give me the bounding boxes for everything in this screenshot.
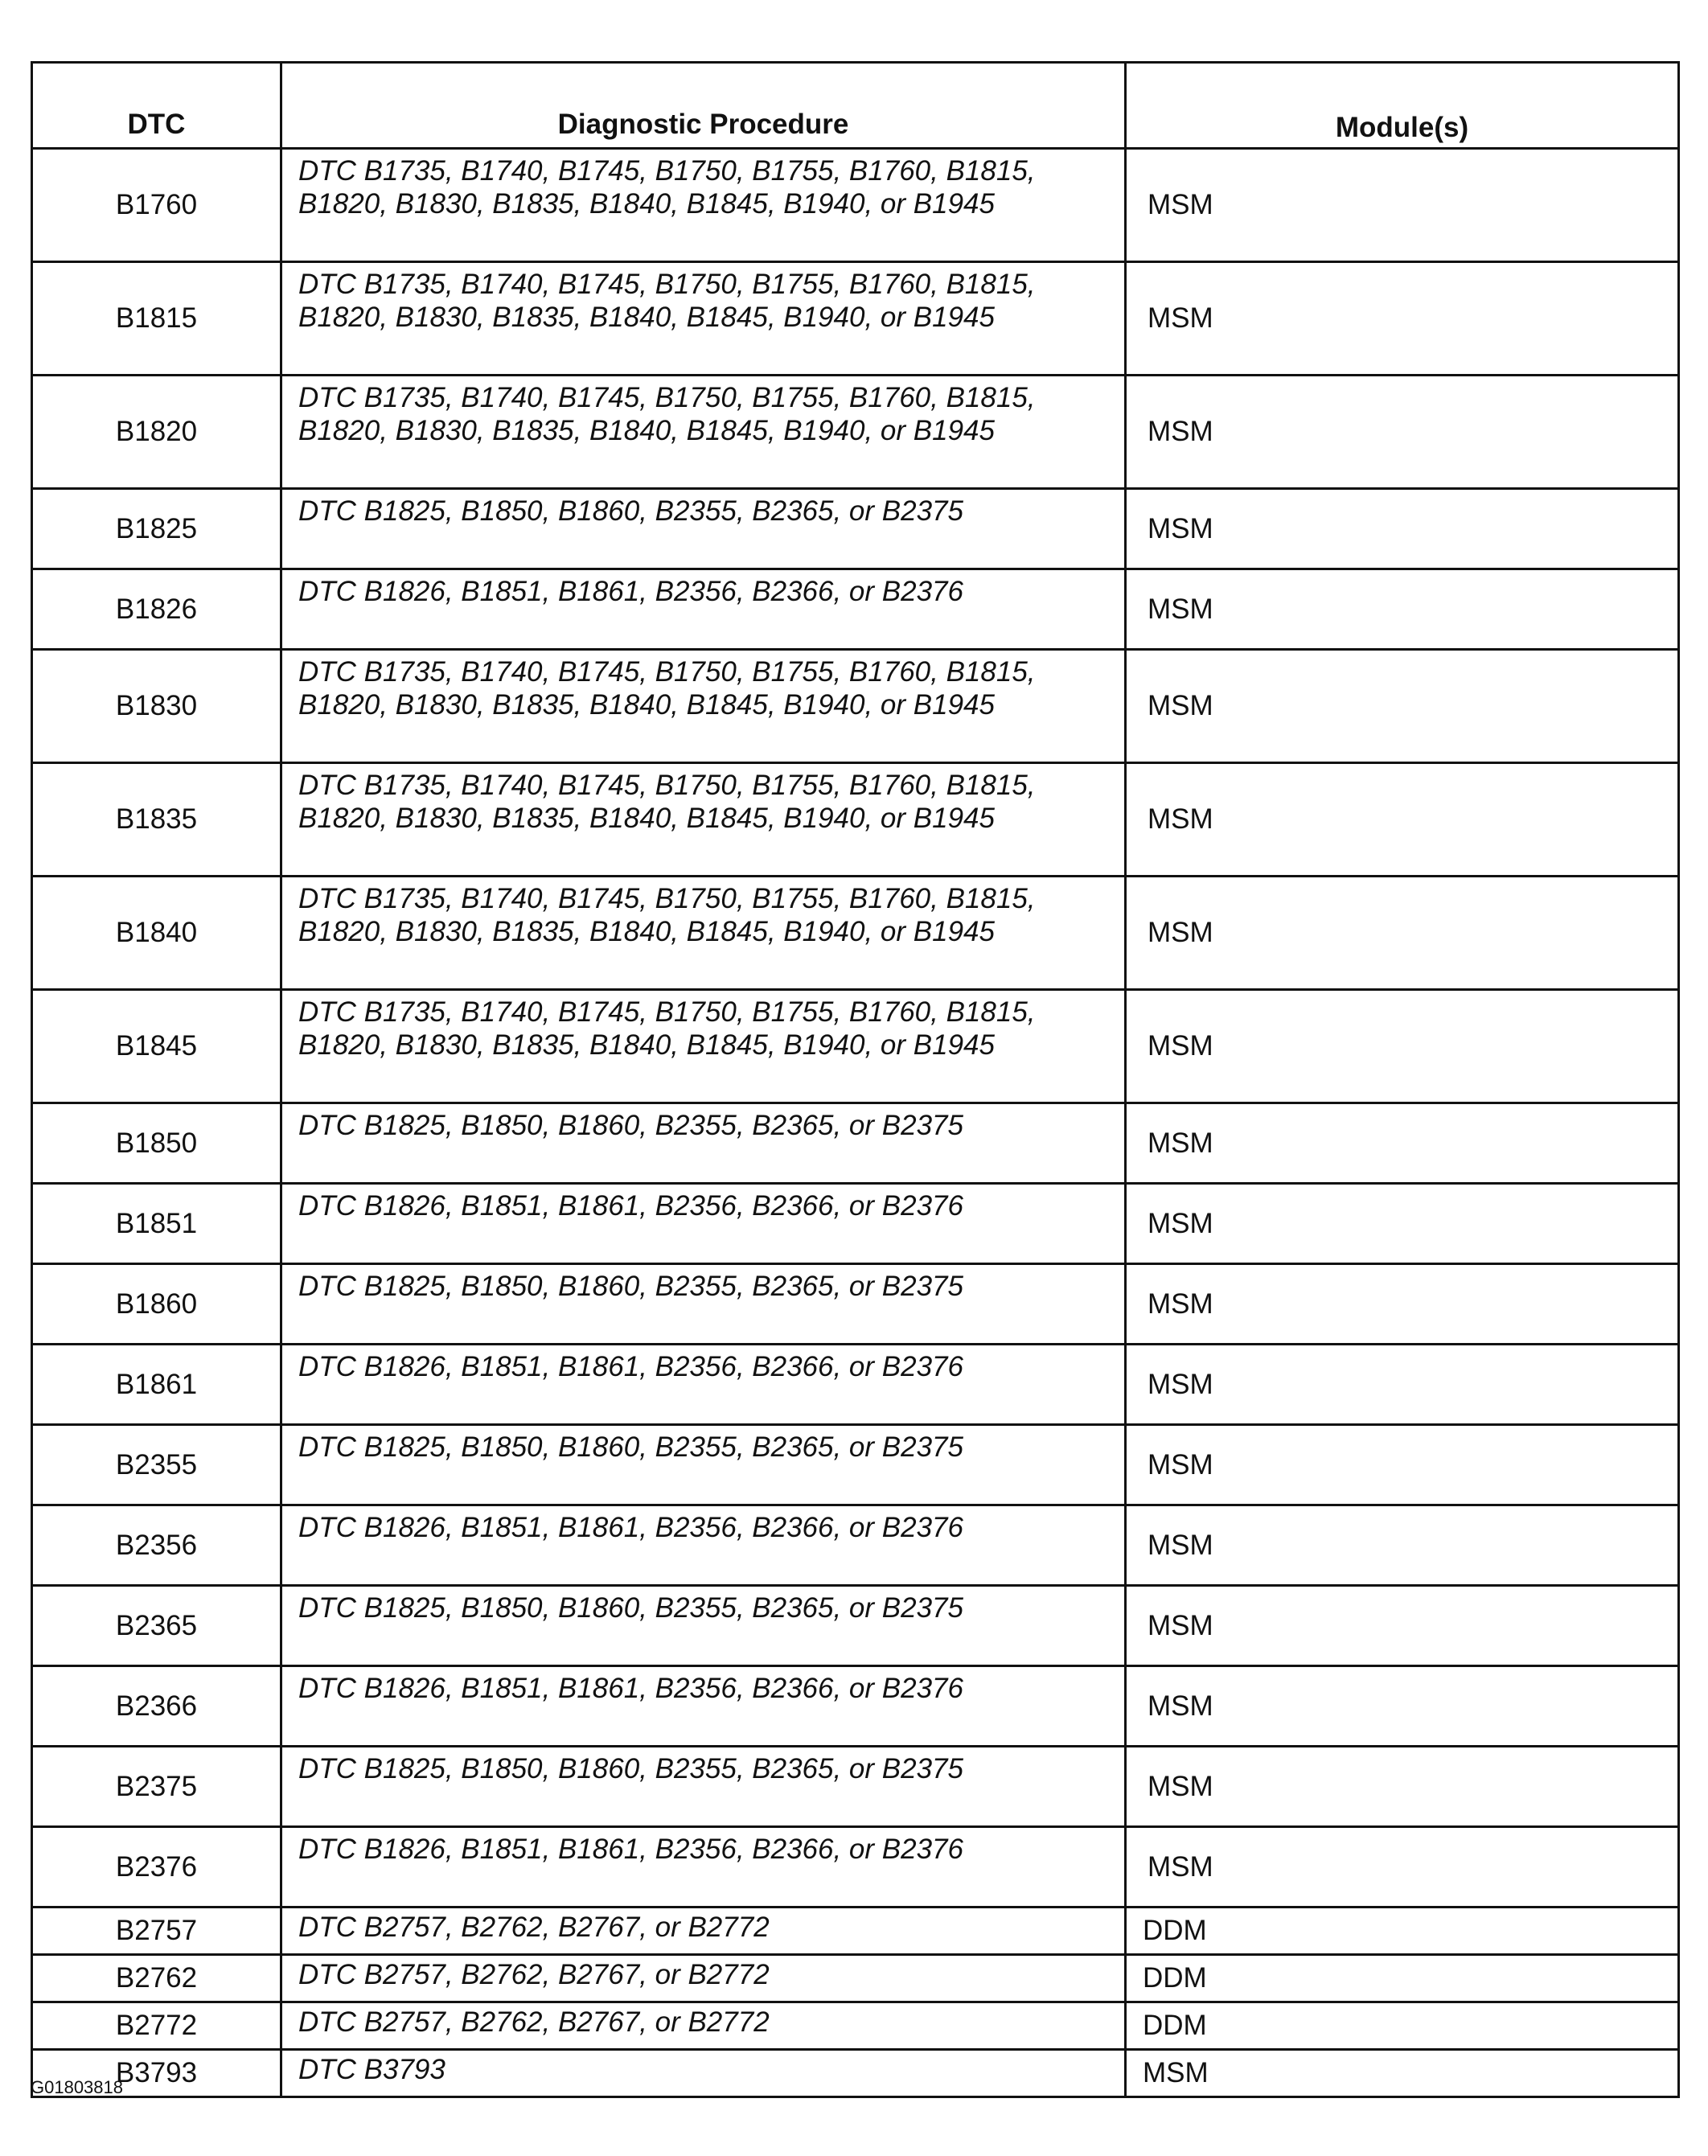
column-header-modules: Module(s) <box>1126 63 1679 149</box>
module-name: MSM <box>1126 1747 1679 1827</box>
table-row <box>32 569 1679 650</box>
table-row <box>32 1908 1679 1955</box>
diagnostic-procedure <box>281 149 1126 262</box>
procedure-line: DTC B1825, B1850, B1860, B2355, B2365, or B2375 <box>298 1271 963 1302</box>
procedure-line: DTC B1826, B1851, B1861, B2356, B2366, or B2376 <box>298 1512 963 1543</box>
procedure-line: DTC B1825, B1850, B1860, B2355, B2365, or B2375 <box>298 1592 963 1624</box>
diagnostic-procedure <box>281 1747 1126 1827</box>
procedure-line: DTC B1735, B1740, B1745, B1750, B1755, B1760, B1815, <box>298 883 1036 914</box>
dtc-code: B1840 <box>32 877 281 990</box>
dtc-code: B1815 <box>32 262 281 376</box>
diagnostic-procedure <box>281 650 1126 763</box>
module-name: DDM <box>1126 2002 1679 2050</box>
table-row <box>32 1345 1679 1425</box>
module-name: MSM <box>1126 149 1679 262</box>
diagnostic-procedure <box>281 489 1126 569</box>
table-row <box>32 1586 1679 1666</box>
table-row <box>32 990 1679 1103</box>
table-row <box>32 149 1679 262</box>
dtc-code: B2772 <box>32 2002 281 2050</box>
module-name: MSM <box>1126 1666 1679 1747</box>
diagnostic-procedure <box>281 376 1126 489</box>
diagnostic-procedure <box>281 1345 1126 1425</box>
diagnostic-procedure <box>281 2050 1126 2097</box>
diagnostic-procedure <box>281 763 1126 877</box>
procedure-line: DTC B1735, B1740, B1745, B1750, B1755, B1760, B1815, <box>298 770 1036 801</box>
dtc-code: B2365 <box>32 1586 281 1666</box>
procedure-line: DTC B1735, B1740, B1745, B1750, B1755, B1760, B1815, <box>298 155 1036 187</box>
diagnostic-procedure <box>281 2002 1126 2050</box>
diagnostic-procedure <box>281 1908 1126 1955</box>
procedure-line: DTC B1825, B1850, B1860, B2355, B2365, or B2375 <box>298 1110 963 1141</box>
table-row <box>32 1666 1679 1747</box>
procedure-line: B1820, B1830, B1835, B1840, B1845, B1940, or B1945 <box>298 302 995 333</box>
module-name: MSM <box>1126 1184 1679 1264</box>
dtc-code: B2762 <box>32 1955 281 2002</box>
module-name: MSM <box>1126 877 1679 990</box>
procedure-line: B1820, B1830, B1835, B1840, B1845, B1940, or B1945 <box>298 689 995 721</box>
diagnostic-procedure <box>281 1666 1126 1747</box>
dtc-code: B2366 <box>32 1666 281 1747</box>
table-row <box>32 1425 1679 1505</box>
module-name: MSM <box>1126 763 1679 877</box>
table-row <box>32 489 1679 569</box>
module-name: MSM <box>1126 376 1679 489</box>
dtc-code: B1860 <box>32 1264 281 1345</box>
module-name: MSM <box>1126 1586 1679 1666</box>
procedure-line: B1820, B1830, B1835, B1840, B1845, B1940, or B1945 <box>298 803 995 834</box>
table-row <box>32 1264 1679 1345</box>
procedure-line: B1820, B1830, B1835, B1840, B1845, B1940, or B1945 <box>298 188 995 220</box>
column-header-procedure: Diagnostic Procedure <box>281 63 1126 149</box>
table-row <box>32 1747 1679 1827</box>
module-name: MSM <box>1126 1345 1679 1425</box>
procedure-line: DTC B1826, B1851, B1861, B2356, B2366, or B2376 <box>298 1190 963 1222</box>
dtc-code: B2355 <box>32 1425 281 1505</box>
procedure-line: DTC B3793 <box>298 2054 445 2085</box>
module-name: MSM <box>1126 569 1679 650</box>
diagnostic-procedure <box>281 1103 1126 1184</box>
dtc-code: B1820 <box>32 376 281 489</box>
diagnostic-procedure <box>281 1425 1126 1505</box>
diagnostic-procedure <box>281 1264 1126 1345</box>
dtc-code: B1826 <box>32 569 281 650</box>
table-row <box>32 262 1679 376</box>
module-name: MSM <box>1126 2050 1679 2097</box>
procedure-line: DTC B2757, B2762, B2767, or B2772 <box>298 1912 770 1943</box>
diagnostic-procedure <box>281 1955 1126 2002</box>
diagnostic-procedure <box>281 1184 1126 1264</box>
table-header-row <box>32 63 1679 149</box>
table-row <box>32 1827 1679 1908</box>
module-name: DDM <box>1126 1908 1679 1955</box>
diagnostic-procedure <box>281 1827 1126 1908</box>
procedure-line: DTC B1826, B1851, B1861, B2356, B2366, or B2376 <box>298 576 963 607</box>
procedure-line: DTC B1735, B1740, B1745, B1750, B1755, B1760, B1815, <box>298 269 1036 300</box>
procedure-line: DTC B2757, B2762, B2767, or B2772 <box>298 1959 770 1990</box>
procedure-line: B1820, B1830, B1835, B1840, B1845, B1940, or B1945 <box>298 916 995 947</box>
procedure-line: DTC B1735, B1740, B1745, B1750, B1755, B1760, B1815, <box>298 382 1036 413</box>
procedure-line: DTC B1826, B1851, B1861, B2356, B2366, or B2376 <box>298 1673 963 1704</box>
table-row <box>32 650 1679 763</box>
dtc-code: B1825 <box>32 489 281 569</box>
table-row <box>32 376 1679 489</box>
module-name: DDM <box>1126 1955 1679 2002</box>
module-name: MSM <box>1126 262 1679 376</box>
module-name: MSM <box>1126 489 1679 569</box>
table-row <box>32 1184 1679 1264</box>
dtc-code: B1845 <box>32 990 281 1103</box>
diagnostic-procedure <box>281 877 1126 990</box>
column-header-dtc: DTC <box>32 63 281 149</box>
table-row <box>32 2002 1679 2050</box>
procedure-line: DTC B1735, B1740, B1745, B1750, B1755, B1760, B1815, <box>298 656 1036 688</box>
figure-id: G01803818 <box>31 2077 123 2097</box>
table-row <box>32 2050 1679 2097</box>
dtc-code: B1835 <box>32 763 281 877</box>
dtc-code: B1830 <box>32 650 281 763</box>
module-name: MSM <box>1126 1425 1679 1505</box>
module-name: MSM <box>1126 1264 1679 1345</box>
module-name: MSM <box>1126 1103 1679 1184</box>
diagnostic-procedure <box>281 569 1126 650</box>
diagnostic-procedure <box>281 262 1126 376</box>
table-body <box>32 149 1679 2097</box>
dtc-table <box>31 61 1680 2098</box>
procedure-line: DTC B1825, B1850, B1860, B2355, B2365, or B2375 <box>298 495 963 527</box>
table-row <box>32 1505 1679 1586</box>
module-name: MSM <box>1126 1505 1679 1586</box>
dtc-code: B1851 <box>32 1184 281 1264</box>
dtc-code: B2356 <box>32 1505 281 1586</box>
module-name: MSM <box>1126 650 1679 763</box>
procedure-line: DTC B1735, B1740, B1745, B1750, B1755, B1760, B1815, <box>298 996 1036 1028</box>
module-name: MSM <box>1126 1827 1679 1908</box>
table-row <box>32 877 1679 990</box>
procedure-line: DTC B2757, B2762, B2767, or B2772 <box>298 2006 770 2038</box>
procedure-line: B1820, B1830, B1835, B1840, B1845, B1940, or B1945 <box>298 1029 995 1061</box>
table-row <box>32 763 1679 877</box>
module-name: MSM <box>1126 990 1679 1103</box>
table-row <box>32 1955 1679 2002</box>
dtc-code: B2376 <box>32 1827 281 1908</box>
diagnostic-procedure <box>281 1505 1126 1586</box>
dtc-code: B2375 <box>32 1747 281 1827</box>
dtc-code: B1760 <box>32 149 281 262</box>
procedure-line: DTC B1826, B1851, B1861, B2356, B2366, or B2376 <box>298 1351 963 1382</box>
diagnostic-procedure <box>281 990 1126 1103</box>
procedure-line: DTC B1826, B1851, B1861, B2356, B2366, or B2376 <box>298 1834 963 1865</box>
procedure-line: DTC B1825, B1850, B1860, B2355, B2365, or B2375 <box>298 1431 963 1463</box>
diagnostic-procedure <box>281 1586 1126 1666</box>
procedure-line: B1820, B1830, B1835, B1840, B1845, B1940, or B1945 <box>298 415 995 446</box>
dtc-code: B1861 <box>32 1345 281 1425</box>
dtc-code: B1850 <box>32 1103 281 1184</box>
procedure-line: DTC B1825, B1850, B1860, B2355, B2365, or B2375 <box>298 1753 963 1784</box>
dtc-code: B2757 <box>32 1908 281 1955</box>
dtc-code: B3793 <box>32 2050 281 2097</box>
table-row <box>32 1103 1679 1184</box>
